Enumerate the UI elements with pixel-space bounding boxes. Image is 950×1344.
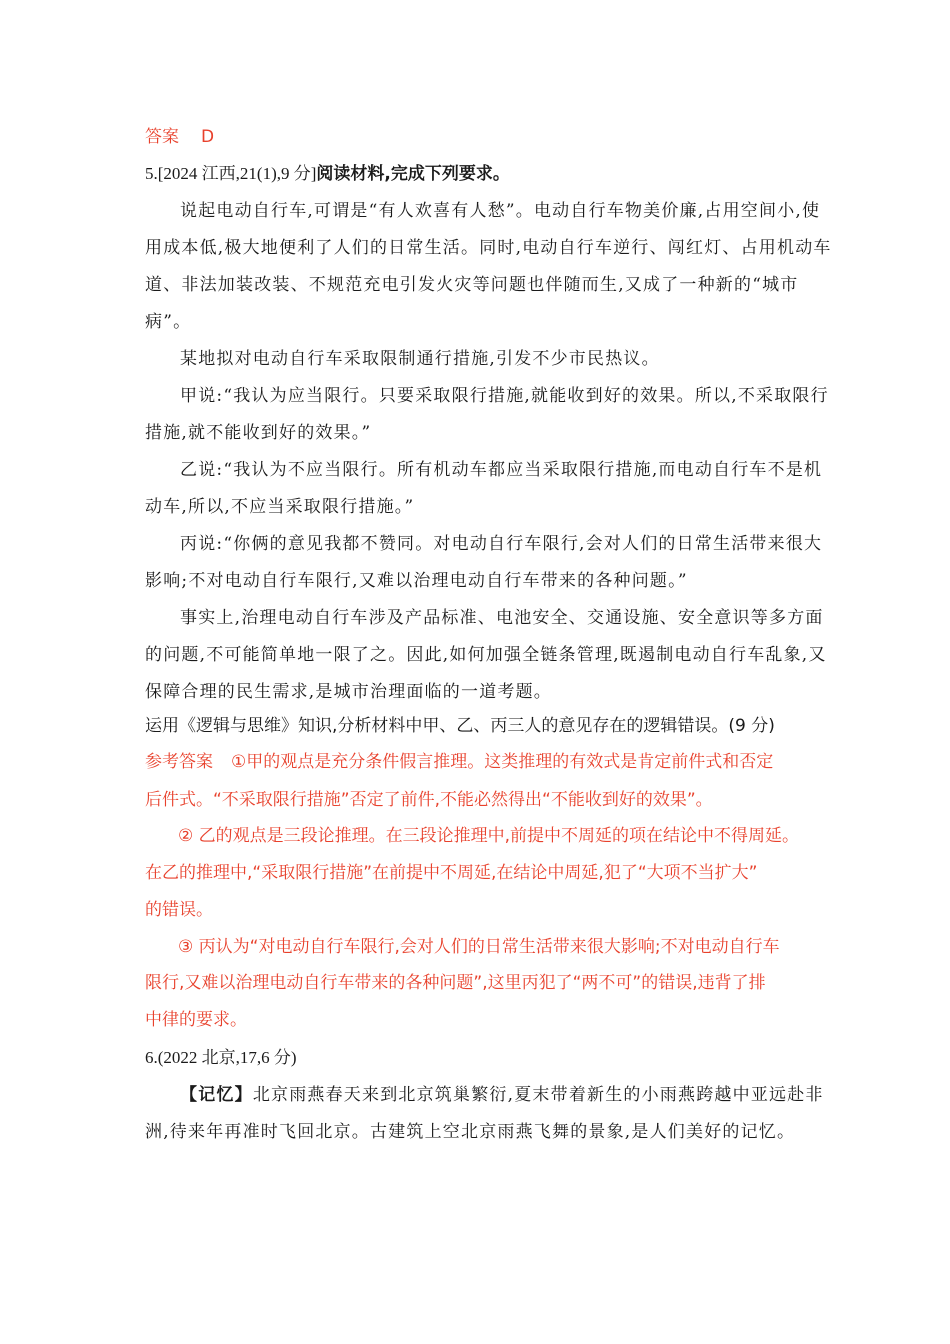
question-6-source: 6.(2022 北京,17,6 分) [145, 1048, 297, 1067]
material-paragraph: 丙说:“你俩的意见我都不赞同。对电动自行车限行,会对人们的日常生活带来很大 [180, 534, 823, 554]
answer-line: 限行,又难以治理电动自行车带来的各种问题”,这里丙犯了“两不可”的错误,违背了排 [145, 973, 766, 993]
material-paragraph: 北京雨燕春天来到北京筑巢繁衍,夏末带着新生的小雨燕跨越中亚远赴非 [252, 1085, 824, 1105]
previous-answer [145, 126, 214, 148]
material-paragraph: 的问题,不可能简单地一限了之。因此,如何加强全链条管理,既遏制电动自行车乱象,又 [145, 645, 827, 665]
material-paragraph: 洲,待来年再准时飞回北京。古建筑上空北京雨燕飞舞的景象,是人们美好的记忆。 [145, 1122, 796, 1142]
material-paragraph: 道、非法加装改装、不规范充电引发火灾等问题也伴随而生,又成了一种新的“城市 [145, 275, 799, 295]
material-paragraph: 事实上,治理电动自行车涉及产品标准、电池安全、交通设施、安全意识等多方面 [180, 608, 824, 628]
material-paragraph: 措施,就不能收到好的效果。” [145, 423, 372, 443]
reference-answer-label: 参考答案 [145, 752, 213, 772]
question-5-instruction: 阅读材料,完成下列要求。 [316, 164, 510, 184]
material-tag: 【记忆】 [180, 1085, 253, 1105]
material-paragraph: 动车,所以,不应当采取限行措施。” [145, 497, 415, 517]
material-paragraph: 乙说:“我认为不应当限行。所有机动车都应当采取限行措施,而电动自行车不是机 [180, 460, 823, 480]
answer-label: 答案 [145, 127, 179, 147]
answer-value: D [201, 127, 215, 147]
material-paragraph: 保障合理的民生需求,是城市治理面临的一道考题。 [145, 682, 553, 702]
answer-point-3: ③ 丙认为“对电动自行车限行,会对人们的日常生活带来很大影响;不对电动自行车 [178, 937, 780, 957]
material-paragraph: 甲说:“我认为应当限行。只要采取限行措施,就能收到好的效果。所以,不采取限行 [180, 386, 829, 406]
answer-line: 后件式。“不采取限行措施”否定了前件,不能必然得出“不能收到好的效果”。 [145, 790, 713, 810]
material-paragraph: 影响;不对电动自行车限行,又难以治理电动自行车带来的各种问题。” [145, 571, 688, 591]
answer-line: 在乙的推理中,“采取限行措施”在前提中不周延,在结论中周延,犯了“大项不当扩大” [145, 863, 758, 883]
material-paragraph: 说起电动自行车,可谓是“有人欢喜有人愁”。电动自行车物美价廉,占用空间小,使 [180, 201, 821, 221]
material-paragraph: 用成本低,极大地便利了人们的日常生活。同时,电动自行车逆行、闯红灯、占用机动车 [145, 238, 832, 258]
question-5-header [145, 163, 510, 185]
reference-answer-line [145, 751, 773, 773]
answer-line: 中律的要求。 [145, 1010, 247, 1030]
material-paragraph: 某地拟对电动自行车采取限制通行措施,引发不少市民热议。 [180, 349, 660, 369]
answer-point-1: ①甲的观点是充分条件假言推理。这类推理的有效式是肯定前件式和否定 [231, 752, 774, 772]
question-6-material [180, 1084, 824, 1106]
question-5-source: 5.[2024 江西,21(1),9 分] [145, 164, 317, 183]
question-5-prompt: 运用《逻辑与思维》知识,分析材料中甲、乙、丙三人的意见存在的逻辑错误。(9 分) [145, 716, 775, 736]
answer-point-2: ② 乙的观点是三段论推理。在三段论推理中,前提中不周延的项在结论中不得周延。 [178, 826, 800, 846]
material-paragraph: 病”。 [145, 312, 192, 332]
answer-line: 的错误。 [145, 900, 213, 920]
